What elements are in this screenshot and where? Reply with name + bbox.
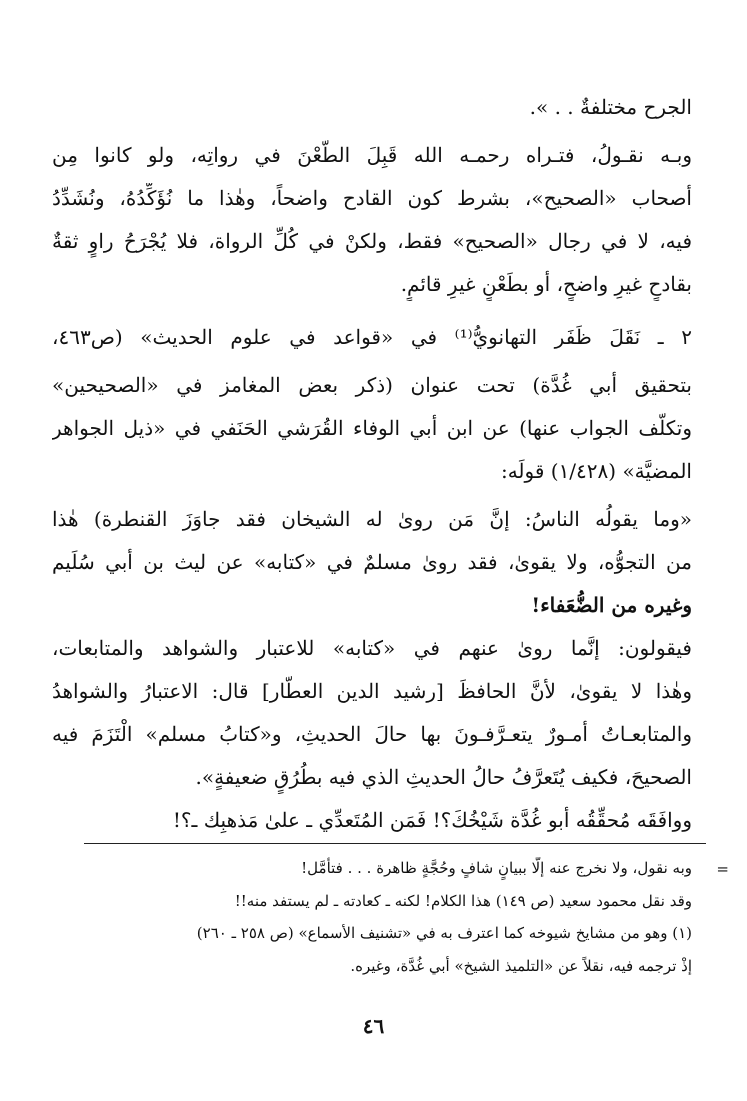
body-line: فيقولون: إنَّما روىٰ عنهم في «كتابه» للاعتبار والشواهد والمتابعات، xyxy=(52,636,692,660)
body-line: بتحقيق أبي غُدَّة) تحت عنوان (ذكر بعض المغامز في «الصحيحين» xyxy=(52,373,692,397)
body-line: وهٰذا لا يقوىٰ، لأنَّ الحافظَ [رشيد الدين العطّار] قال: الاعتبارُ والشواهدُ xyxy=(52,679,692,703)
body-line: وغيره من الضُّعَفاء! xyxy=(531,593,692,617)
body-line: «وما يقولُه الناسُ: إنَّ مَن روىٰ له الشيخان فقد جاوَزَ القنطرة) هٰذا xyxy=(52,507,692,531)
footnote-line: (١) وهو من مشايخ شيوخه كما اعترف به في «تشنيف الأسماع» (ص ٢٥٨ ـ ٢٦٠) xyxy=(196,924,692,942)
body-line: المضيَّة» (١/٤٢٨) قولَه: xyxy=(500,459,692,483)
body-line: ووافَقَه مُحقِّقُه أبو غُدَّة شَيْخُكَ؟! فَمَن المُتَعدِّي ـ علىٰ مَذهبِك ـ؟! xyxy=(172,808,692,832)
body-line: أصحاب «الصحيح»، بشرط كون القادح واضحاً، وهٰذا ما نُؤَكِّدُهُ، ونُشَدِّدُ xyxy=(52,186,692,210)
body-line: فيه، لا في رجال «الصحيح» فقط، ولكنْ في كُلِّ الرواة، فلا يُجْرَحُ راوٍ ثقةٌ xyxy=(52,229,692,253)
footnote-separator xyxy=(84,843,706,844)
body-line: الجرح مختلفةٌ . . ». xyxy=(529,95,692,119)
footnote-line: وبه نقول، ولا نخرج عنه إلّا ببيانٍ شافٍ وحُجَّةٍ ظاهرة . . . فتأمَّل! xyxy=(301,859,692,877)
body-line: والمتابعـاتُ أمـورٌ يتعـرَّفـونَ بها حالَ الحديثِ، و«كتابُ مسلم» الْتَزَمَ فيه xyxy=(52,722,692,746)
footnote-continuation-mark: = xyxy=(716,860,729,878)
body-line: ٢ ـ نَقَلَ ظَفَر التهانويُّ⁽¹⁾ في «قواعد في علوم الحديث» (ص٤٦٣، xyxy=(52,325,692,349)
body-line: الصحيحَ، فكيف يُتَعرَّفُ حالُ الحديثِ الذي فيه بطُرُقٍ ضعيفةٍ». xyxy=(195,765,692,789)
body-line: بقادحٍ غيرِ واضحٍ، أو بطَعْنٍ غيرِ قائمٍ. xyxy=(400,272,692,296)
body-line: من التجوُّه، ولا يقوىٰ، فقد روىٰ مسلمٌ في «كتابه» عن ليث بن أبي سُلَيم xyxy=(52,550,692,574)
page-number: ٤٦ xyxy=(362,1014,385,1038)
footnote-line: وقد نقل محمود سعيد (ص ١٤٩) هذا الكلام! لكنه ـ كعادته ـ لم يستفد منه!! xyxy=(234,892,692,910)
footnote-line: إذْ ترجمه فيه، نقلاً عن «التلميذ الشيخ» أبي غُدَّة، وغيره. xyxy=(350,957,692,975)
body-line: وبـه نقـولُ، فتـراه رحمـه الله قَبِلَ الطَّعْنَ في رواتِه، ولو كانوا مِن xyxy=(52,143,692,167)
body-line: وتكلُّف الجواب عنها) عن ابن أبي الوفاء القُرَشي الحَنَفي في «ذيل الجواهر xyxy=(52,416,692,440)
